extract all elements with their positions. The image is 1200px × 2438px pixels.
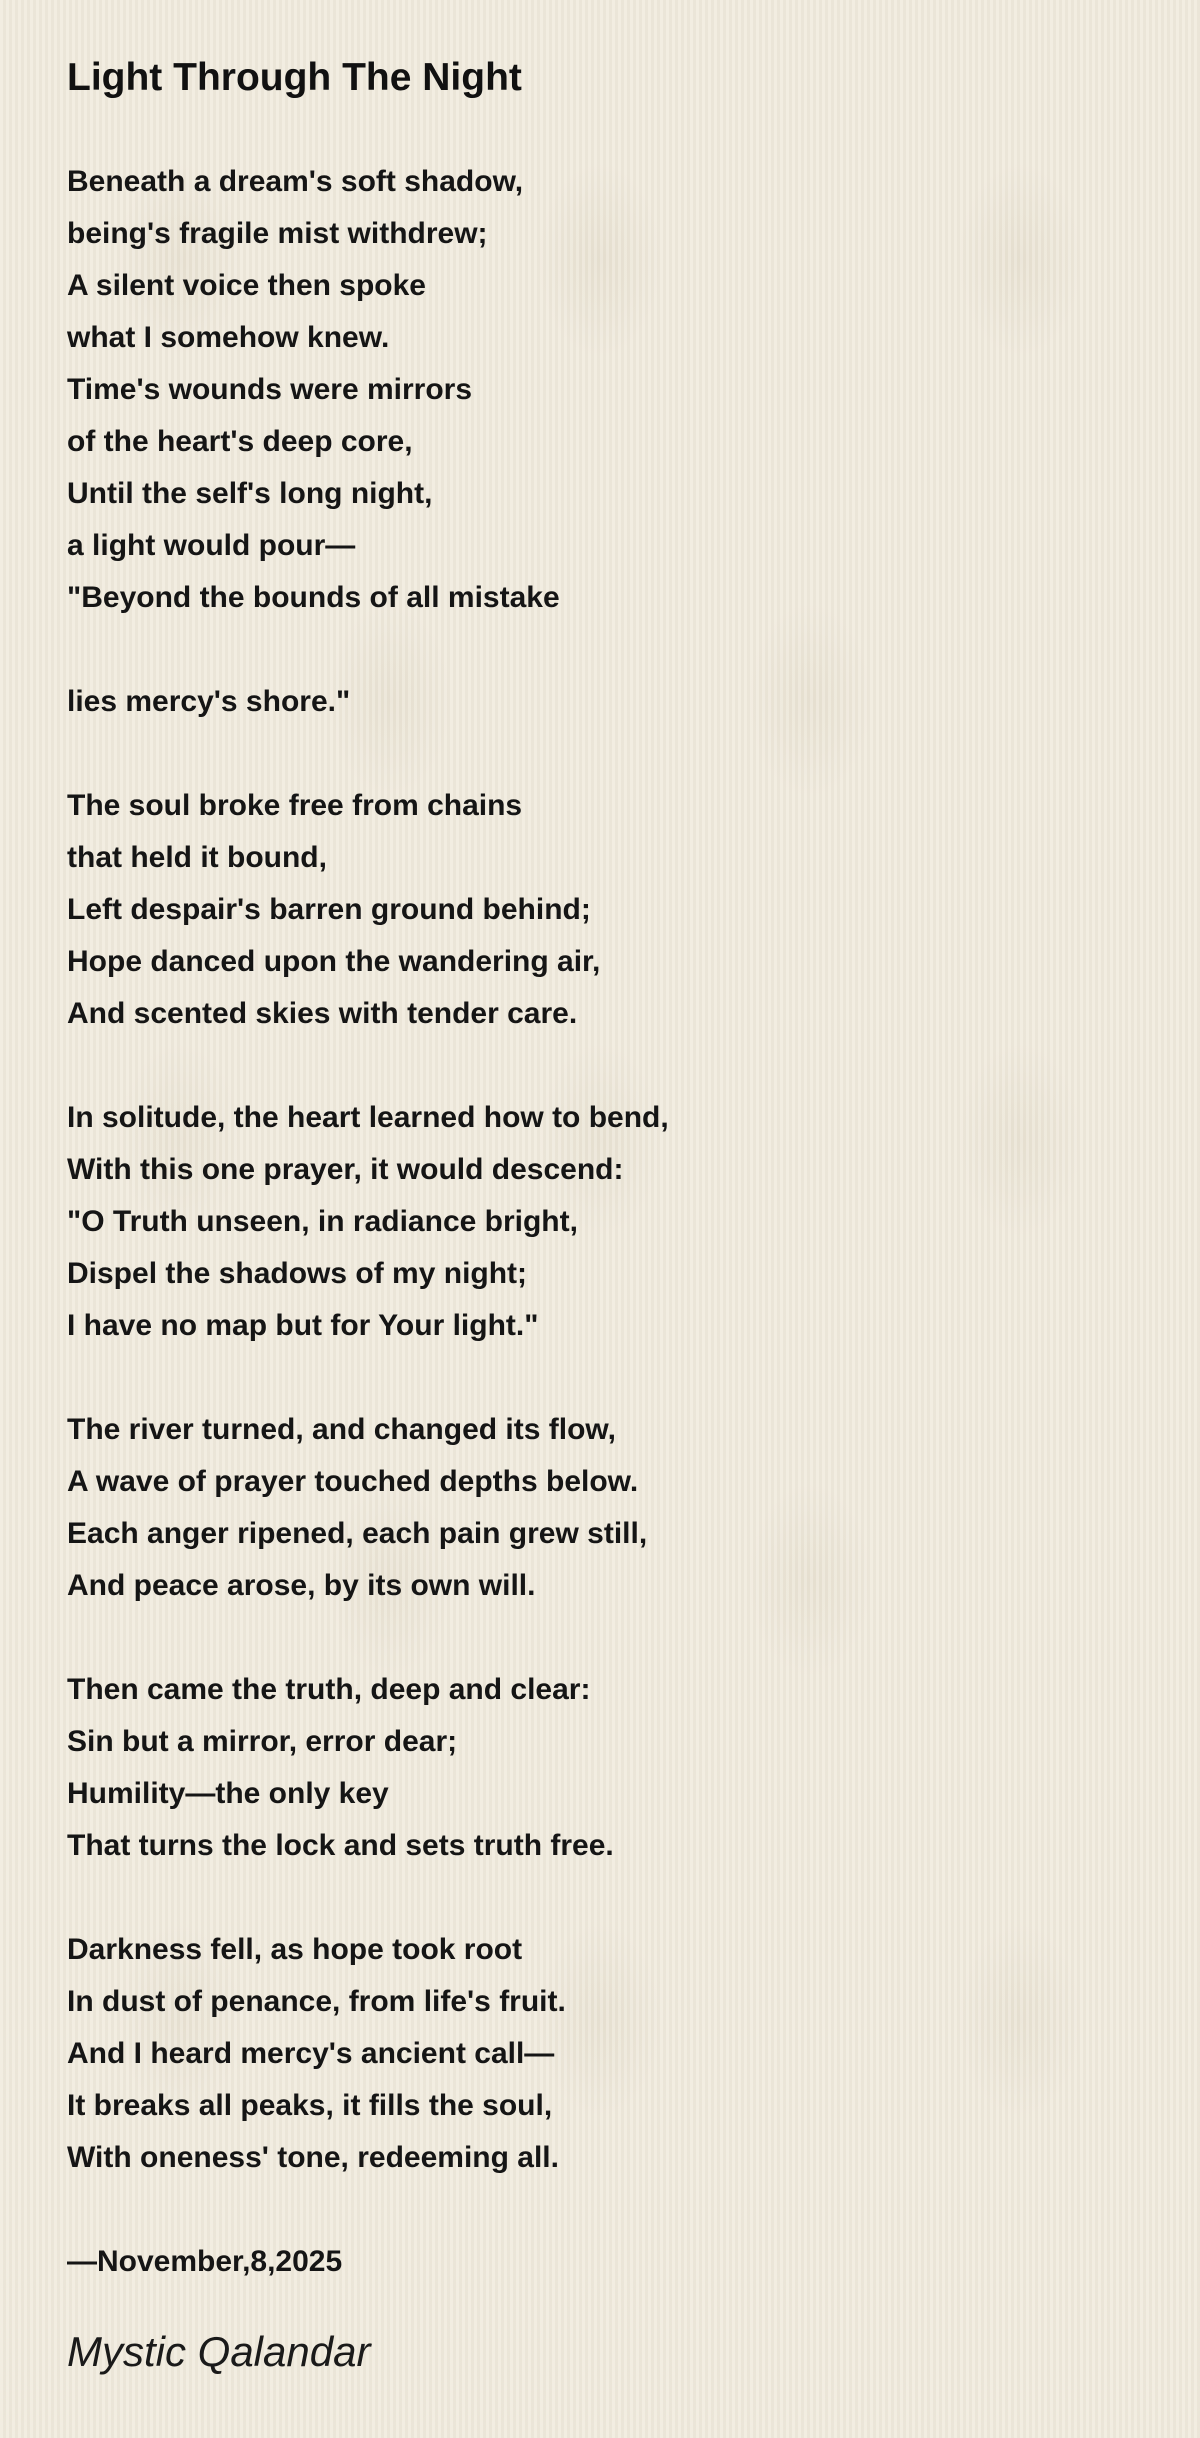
stanza-break <box>67 1872 1147 1924</box>
poem-line: And scented skies with tender care. <box>67 997 578 1030</box>
poem-line: Each anger ripened, each pain grew still, <box>67 1517 648 1550</box>
poem-line: Time's wounds were mirrors <box>67 373 473 406</box>
poem-line: Dispel the shadows of my night; <box>67 1257 528 1290</box>
poem-line: that held it bound, <box>67 841 327 874</box>
poem-line: Until the self's long night, <box>67 477 433 510</box>
poem-line: being's fragile mist withdrew; <box>67 217 488 250</box>
stanza-break <box>67 624 1147 676</box>
poem-line: A wave of prayer touched depths below. <box>67 1465 639 1498</box>
stanza-break <box>67 1040 1147 1092</box>
poem-line: And I heard mercy's ancient call— <box>67 2037 555 2070</box>
poem-line: In solitude, the heart learned how to bend, <box>67 1101 669 1134</box>
poem-line: "O Truth unseen, in radiance bright, <box>67 1205 578 1238</box>
poem-line: lies mercy's shore." <box>67 685 351 718</box>
poem-line: Beneath a dream's soft shadow, <box>67 165 524 198</box>
poem-line: Hope danced upon the wandering air, <box>67 945 601 978</box>
poem-line: Sin but a mirror, error dear; <box>67 1725 458 1758</box>
poem-line: With oneness' tone, redeeming all. <box>67 2141 559 2174</box>
poem-card <box>67 52 1147 2380</box>
poem-line: A silent voice then spoke <box>67 269 426 302</box>
poem-line: of the heart's deep core, <box>67 425 413 458</box>
poem-line: "Beyond the bounds of all mistake <box>67 581 560 614</box>
poem-line: Humility—the only key <box>67 1777 389 1810</box>
poem-line: And peace arose, by its own will. <box>67 1569 536 1602</box>
stanza-break <box>67 1612 1147 1664</box>
poem-line: With this one prayer, it would descend: <box>67 1153 624 1186</box>
poem-line: Left despair's barren ground behind; <box>67 893 591 926</box>
poem-line: The river turned, and changed its flow, <box>67 1413 616 1446</box>
poem-line: Darkness fell, as hope took root <box>67 1933 523 1966</box>
poem-line: Then came the truth, deep and clear: <box>67 1673 591 1706</box>
poem-line: what I somehow knew. <box>67 321 390 354</box>
poem-line: a light would pour— <box>67 529 356 562</box>
stanza-break <box>67 1352 1147 1404</box>
poem-title: Light Through The Night <box>67 56 522 99</box>
poem-line: That turns the lock and sets truth free. <box>67 1829 614 1862</box>
author-signature: Mystic Qalandar <box>67 2328 371 2375</box>
poem-line: I have no map but for Your light." <box>67 1309 539 1342</box>
poem-line: In dust of penance, from life's fruit. <box>67 1985 566 2018</box>
poem-line: It breaks all peaks, it fills the soul, <box>67 2089 553 2122</box>
poem-body <box>67 156 1147 2288</box>
poem-line: —November,8,2025 <box>67 2245 343 2278</box>
poem-line: The soul broke free from chains <box>67 789 523 822</box>
stanza-break <box>67 2184 1147 2236</box>
stanza-break <box>67 728 1147 780</box>
